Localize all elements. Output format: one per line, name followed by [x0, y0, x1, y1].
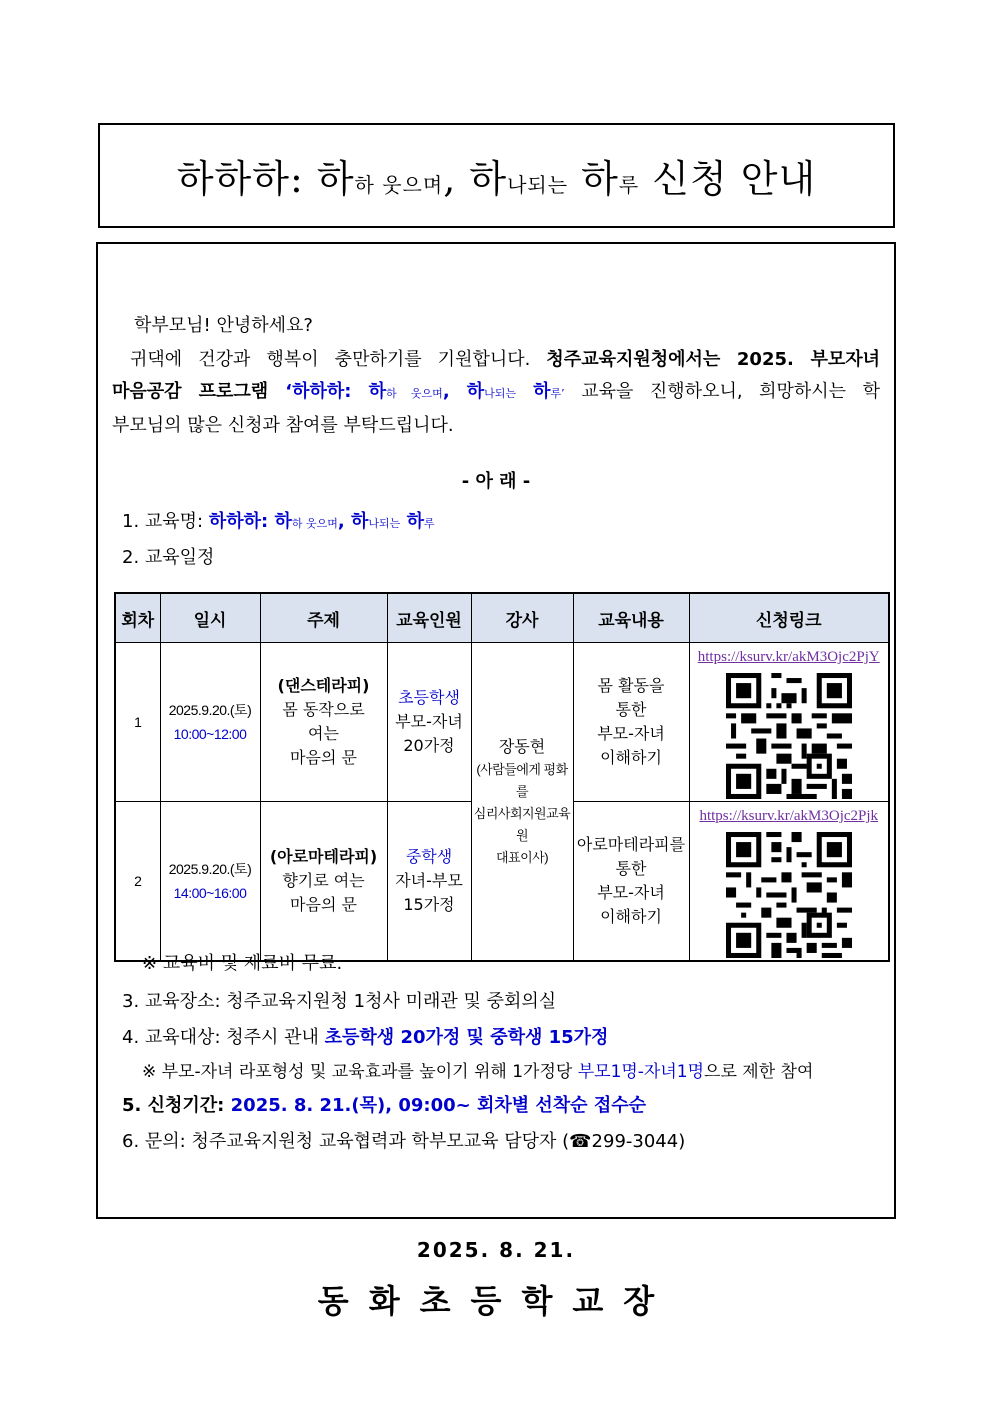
item-3: 3. 교육장소: 청주교육지원청 1청사 미래관 및 중회의실 [122, 991, 557, 1012]
note-limit: ※ 부모-자녀 라포형성 및 교육효과를 높이기 위해 1가정당 부모1명-자녀1명으로 제한 참여 [142, 1062, 814, 1082]
session-datetime: 2025.9.20.(토) 14:00~16:00 [160, 802, 260, 962]
session-link-cell [689, 643, 889, 802]
session-link-cell [689, 802, 889, 962]
notice-body [96, 242, 896, 1219]
col-header: 신청링크 [689, 593, 889, 643]
school-signature: 동화초등학교장 [317, 1282, 675, 1320]
intro-line-2: 마음공감 프로그램 ‘하하하: 하하 웃으며, 하나되는 하루’ 교육을 진행하오니, 희망하시는 학 [112, 381, 880, 402]
session-no: 1 [115, 643, 160, 802]
col-header: 일시 [160, 593, 260, 643]
title-box [98, 123, 895, 228]
intro-line-1: 귀댁에 건강과 행복이 충만하기를 기원합니다. 청주교육지원청에서는 2025. 부모자녀 [130, 349, 881, 370]
session-content: 몸 활동을 통한 부모-자녀 이해하기 [573, 643, 689, 802]
intro-line-3: 부모님의 많은 신청과 참여를 부탁드립니다. [112, 415, 454, 436]
greeting: 학부모님! 안녕하세요? [134, 315, 313, 336]
col-header: 교육내용 [573, 593, 689, 643]
session-theme: (댄스테라피) 몸 동작으로 여는 마음의 문 [260, 643, 387, 802]
qr-code-icon[interactable] [726, 832, 852, 958]
qr-code-icon[interactable] [726, 673, 852, 799]
instructor: 장동현 (사람들에게 평화를 심리사회지원교육원 대표이사) [471, 643, 573, 962]
table-row [115, 643, 889, 802]
session-target: 초등학생 부모-자녀 20가정 [387, 643, 471, 802]
item-4: 4. 교육대상: 청주시 관내 초등학생 20가정 및 중학생 15가정 [122, 1027, 609, 1048]
item-6: 6. 문의: 청주교육지원청 교육협력과 학부모교육 담당자 (☎299-3044) [122, 1131, 686, 1152]
col-header: 회차 [115, 593, 160, 643]
session-datetime: 2025.9.20.(토) 10:00~12:00 [160, 643, 260, 802]
below-heading: - 아 래 - [461, 471, 531, 492]
table-header-row [115, 593, 889, 643]
item-5: 5. 신청기간: 2025. 8. 21.(목), 09:00~ 회차별 선착순 접수순 [122, 1095, 646, 1116]
col-header: 강사 [471, 593, 573, 643]
item-2: 2. 교육일정 [122, 547, 215, 568]
session-content: 아로마테라피를 통한 부모-자녀 이해하기 [573, 802, 689, 962]
session-target: 중학생 자녀-부모 15가정 [387, 802, 471, 962]
item-1: 1. 교육명: 하하하: 하하 웃으며, 하나되는 하루 [122, 511, 435, 532]
note-cost: ※ 교육비 및 재료비 무료. [142, 953, 343, 974]
signup-link[interactable]: https://ksurv.kr/akM3Ojc2PjY [697, 649, 880, 665]
issue-date: 2025. 8. 21. [416, 1238, 576, 1262]
col-header: 교육인원 [387, 593, 471, 643]
session-theme: (아로마테라피) 향기로 여는 마음의 문 [260, 802, 387, 962]
page-title: 하하하: 하하 웃으며, 하나되는 하루 신청 안내 [176, 157, 817, 201]
signup-link[interactable]: https://ksurv.kr/akM3Ojc2Pjk [699, 808, 879, 824]
schedule-table [114, 592, 890, 962]
session-no: 2 [115, 802, 160, 962]
col-header: 주제 [260, 593, 387, 643]
